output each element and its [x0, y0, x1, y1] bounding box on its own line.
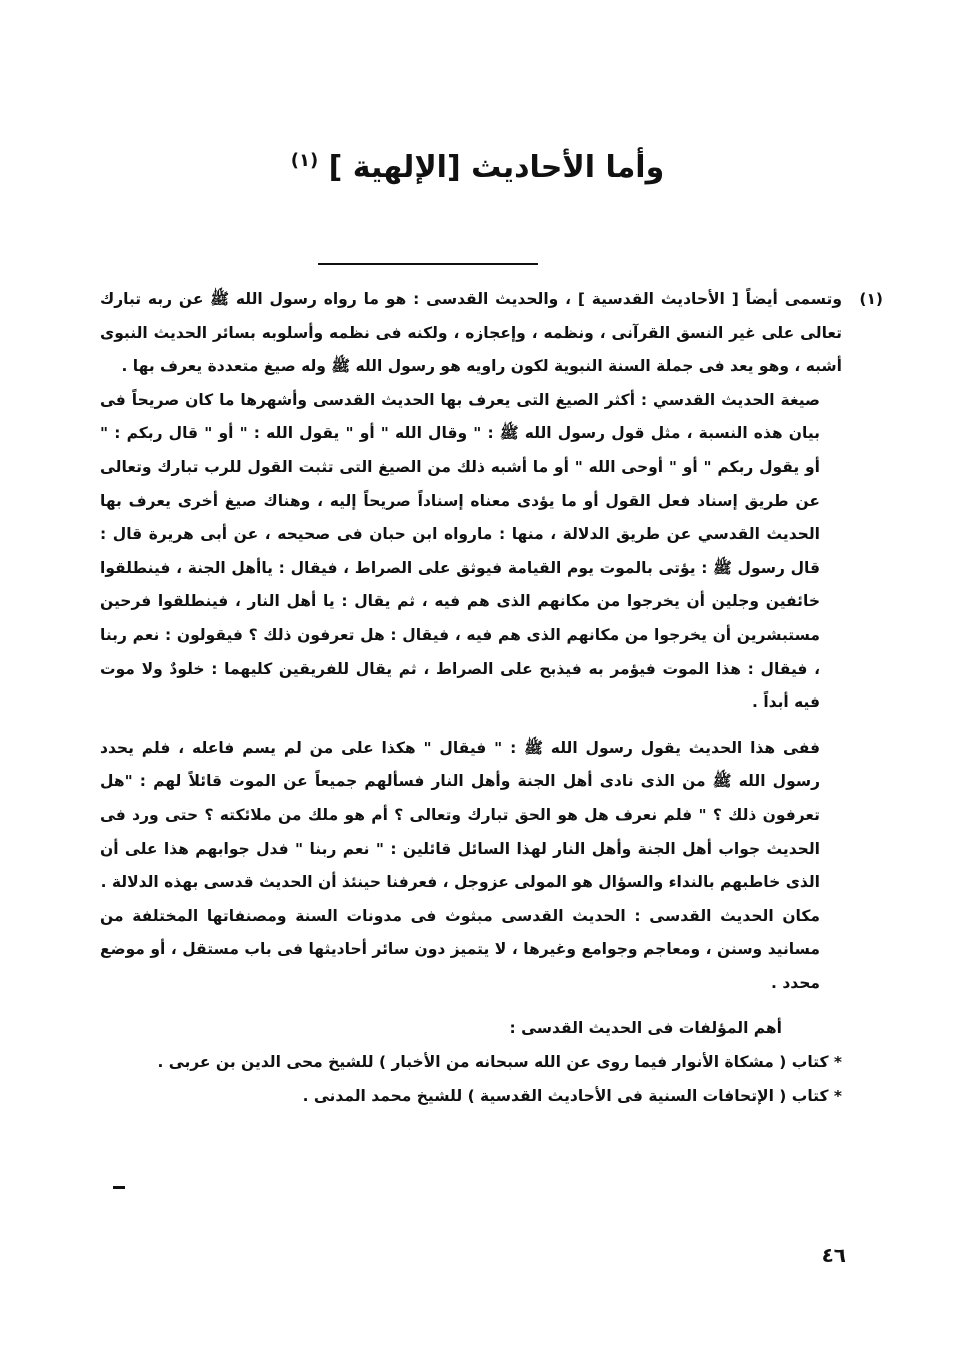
footnote-body: [100, 283, 842, 1113]
page-title: [0, 150, 955, 185]
paragraph-gap: [100, 1000, 842, 1012]
page-number: ٤٦: [821, 1243, 846, 1267]
works-heading: أهم المؤلفات فى الحديث القدسى :: [509, 1019, 782, 1038]
paragraph-gap: [100, 720, 842, 732]
paragraph-explanation: ففى هذا الحديث يقول رسول الله ﷺ : " فيقال " هكذا على من لم يسم فاعله ، فلم يحدد رسول الله ﷺ من الذى نادى أهل الجنة وأهل النار فسألهم جميعاً عن الموت قائلاً لهم : "هل تعرفون ذلك ؟ " فلم نعرف هل هو الحق تبارك وتعالى ؟ أم هو ملك من ملائكته ؟ حتى ورد فى الحديث جواب أهل الجنة وأهل النار لهذا السائل قائلين : " نعم ربنا " فدل جوابهم هذا على أن الذى خاطبهم بالنداء والسؤال هو المولى عزوجل ، فعرفنا حينئذ أن الحديث قدسى بهذه الدلالة .: [100, 738, 820, 892]
title-text: وأما الأحاديث [الإلهية ]: [328, 150, 665, 185]
paragraph-forms: صيغة الحديث القدسي : أكثر الصيغ التى يعرف بها الحديث القدسى وأشهرها ما كان صريحاً فى بيان هذه النسبة ، مثل قول رسول الله ﷺ : " وقال الله " أو " يقول الله : " أو " قال ربكم : " أو يقول ربكم " أو " أوحى الله " أو ما أشبه ذلك من الصيغ التى تثبت القول للرب تبارك وتعالى عن طريق إسناد فعل القول أو ما يؤدى معناه إسناداً صريحاً إليه ، وهناك صيغ أخرى يعرف بها الحديث القدسي عن طريق الدلالة ، منها : مارواه ابن حبان فى صحيحه ، عن أبى هريرة قال : قال رسول ﷺ : يؤتى بالموت يوم القيامة فيوثق على الصراط ، فيقال : ياأهل الجنة ، فينطلقوا خائفين وجلين أن يخرجوا من مكانهم الذى هم فيه ، ثم يقال : يا أهل النار ، فينطلقوا فرحين مستبشرين أن يخرجوا من مكانهم الذى هم فيه ، فيقال : هل تعرفون ذلك ؟ فيقولون : نعم ربنا ، فيقال : هذا الموت فيؤمر به فيذبح على الصراط ، ثم يقال للفريقين كليهما : خلودٌ ولا موت فيه أبداً .: [100, 390, 820, 712]
margin-dash: [113, 1186, 125, 1189]
works-item-1: * كتاب ( مشكاة الأنوار فيما روى عن الله سبحانه من الأخبار ) للشيخ محى الدين بن عربى .: [157, 1053, 842, 1072]
footnote-separator: [318, 263, 538, 265]
works-item-2: * كتاب ( الإتحافات السنية فى الأحاديث القدسية ) للشيخ محمد المدنى .: [302, 1086, 842, 1105]
title-footnote-mark: (١): [290, 150, 319, 171]
paragraph-definition: وتسمى أيضاً [ الأحاديث القدسية ] ، والحديث القدسى : هو ما رواه رسول الله ﷺ عن ربه تبارك تعالى على غير النسق القرآنى ، ونظمه ، وإعجازه ، ولكنه فى نظمه وأسلوبه بسائر الحديث النبوى أشبه ، وهو يعد فى جملة السنة النبوية لكون راويه هو رسول الله ﷺ وله صيغ متعددة يعرف بها .: [100, 290, 842, 376]
footnote-number: (١): [859, 290, 883, 308]
paragraph-location: مكان الحديث القدسى : الحديث القدسى مبثوث فى مدونات السنة ومصنفاتها المختلفة من مسانيد وسنن ، ومعاجم وجوامع وغيرها ، لا يتميز دون سائر أحاديثها فى باب مستقل ، أو موضع محدد .: [100, 906, 820, 992]
